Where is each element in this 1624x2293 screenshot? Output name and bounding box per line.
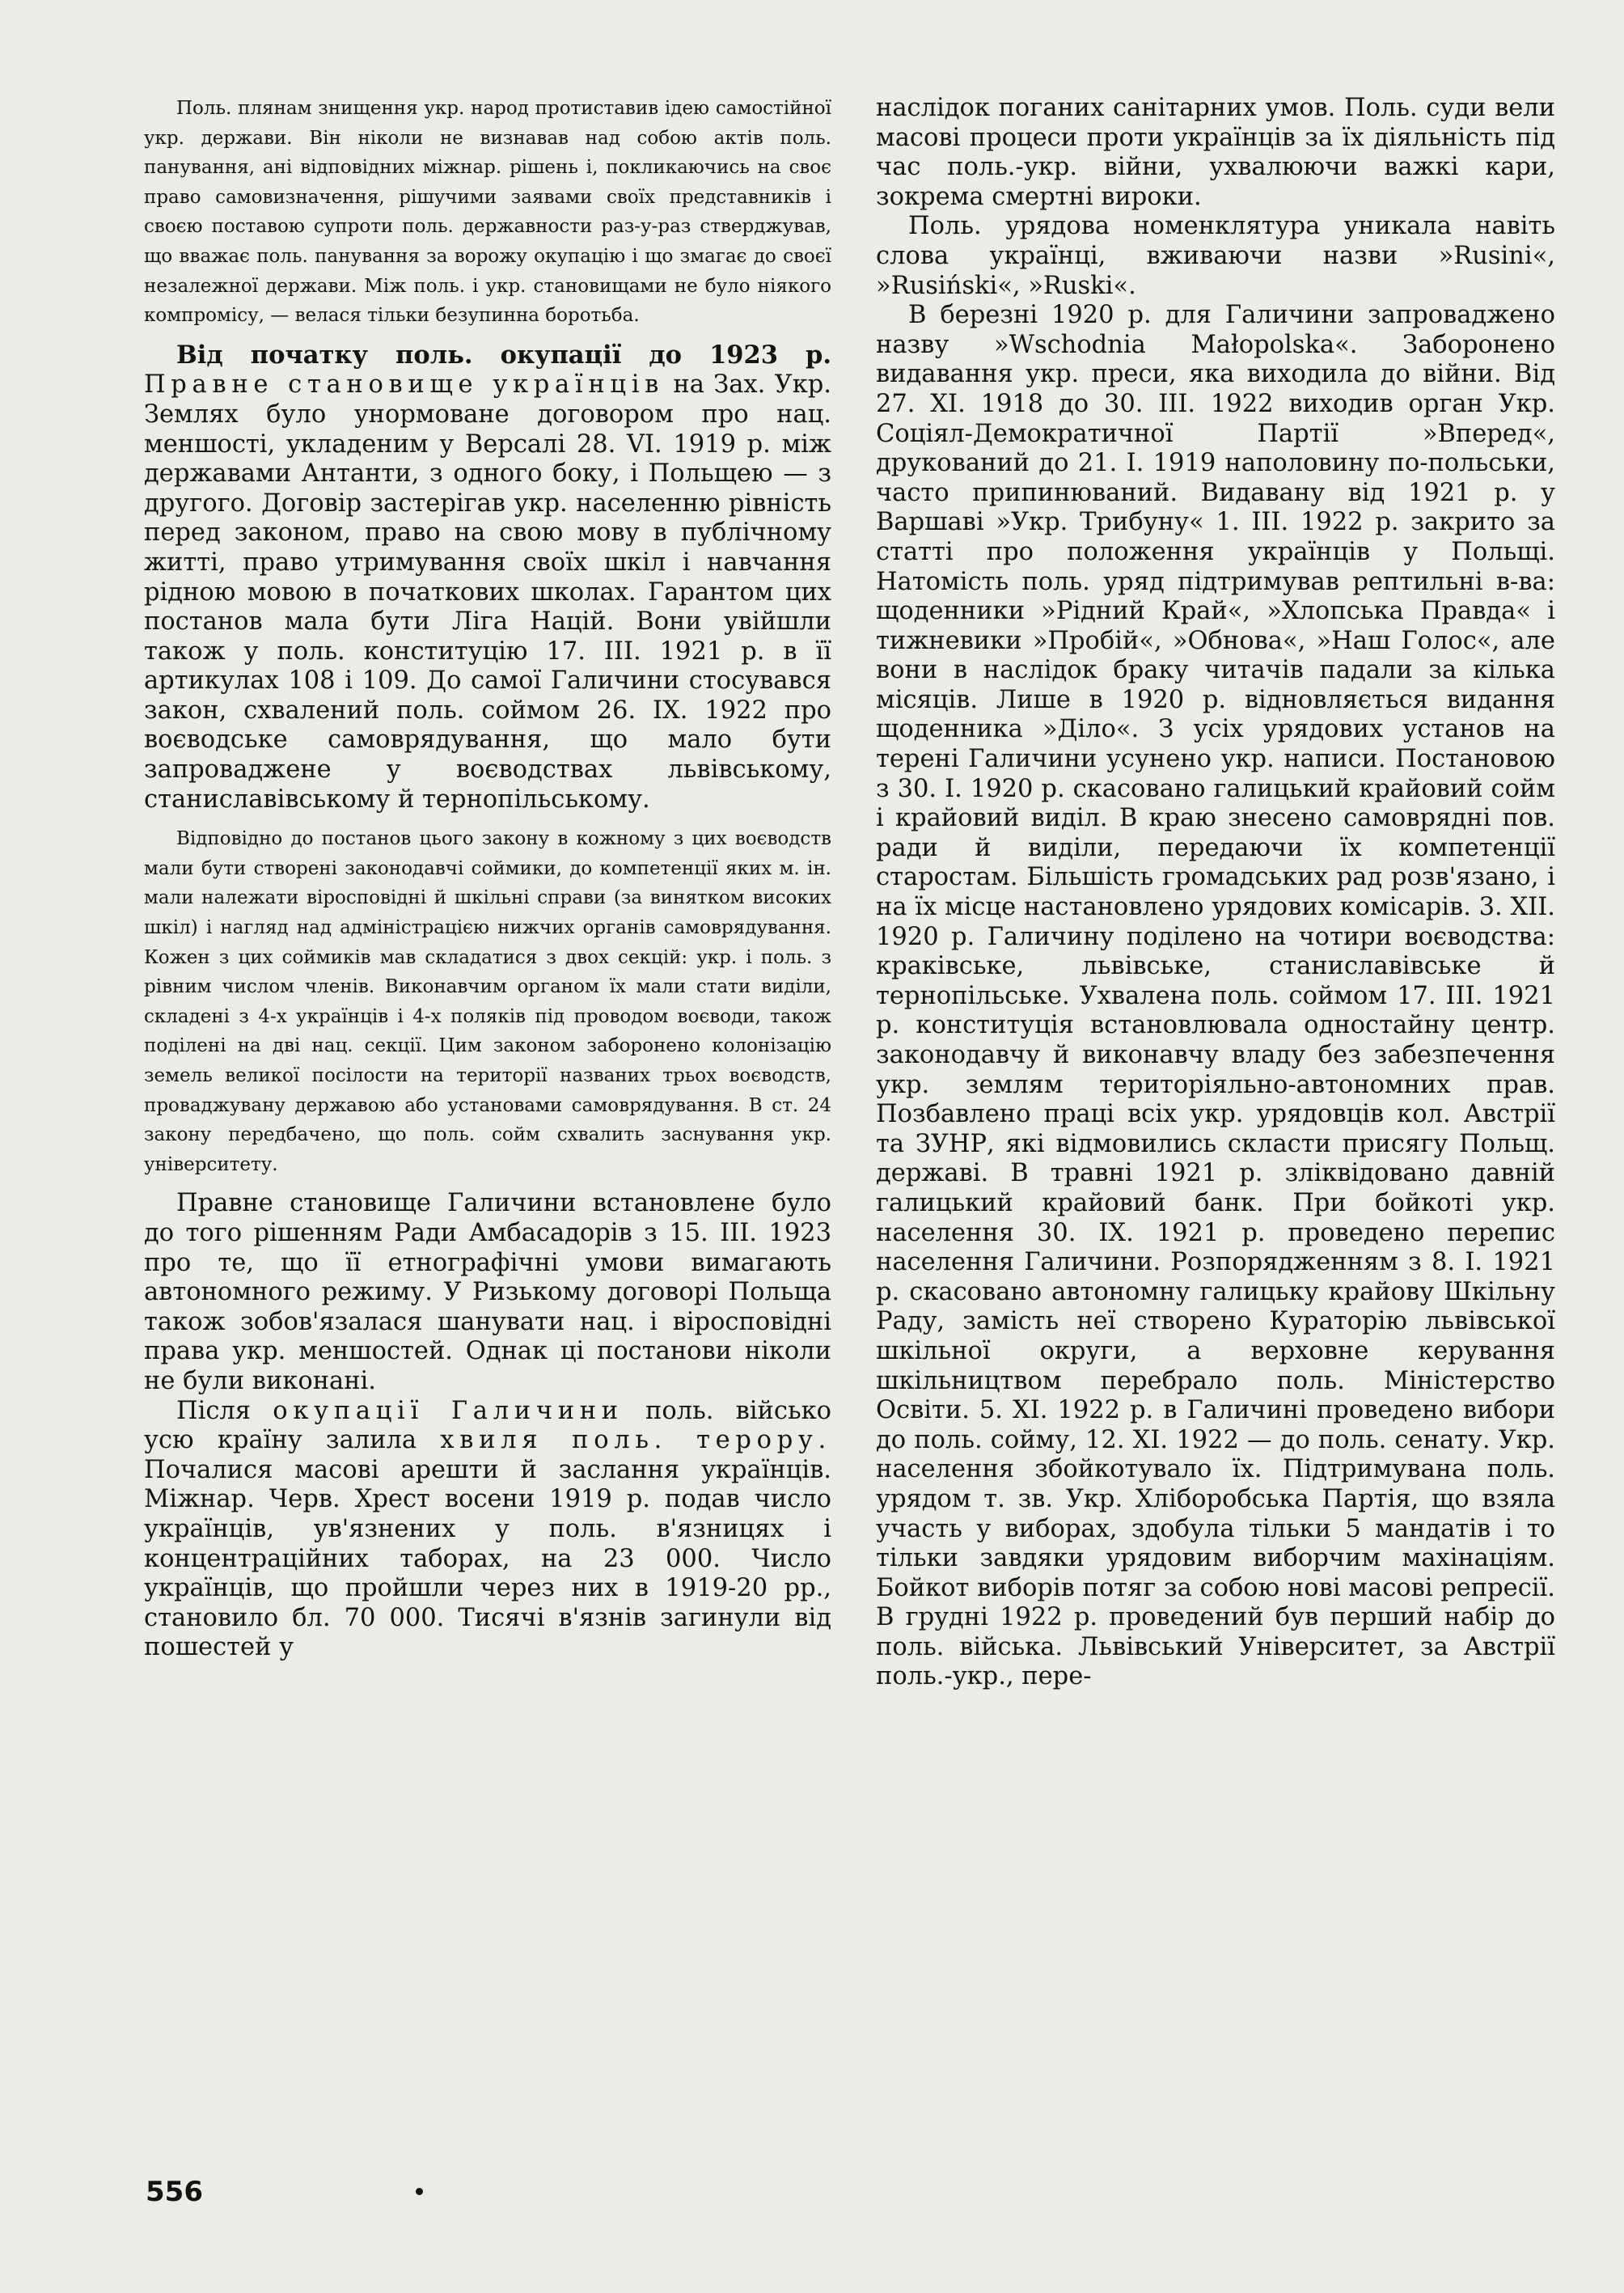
right-column <box>876 94 1555 1692</box>
continued-paragraph: наслідок поганих санітарних умов. Поль. суди вели масові процеси проти українців за їх діяльність під час поль.-укр. війни, ухвалюючи важкі кари, зокрема смертні вироки. <box>876 94 1555 211</box>
body-paragraph: Після окупації Галичини поль. військо усю країну залила хвиля поль. терору. Почалися масові арешти й заслання українців. Міжнар. Черв. Хрест восени 1919 р. подав число українців, ув'язнених у поль. в'язницях і концентраційних таборах, на 23 000. Число українців, що пройшли через них в 1919-20 рр., становило бл. 70 000. Тисячі в'язнів загинули від пошестей у <box>144 1396 831 1662</box>
section-heading: Від початку поль. окупації до 1923 р. <box>176 340 831 370</box>
body-paragraph: Правне становище Галичини встановлене було до того рішенням Ради Амбасадорів з 15. III. 1923 про те, що її етнографічні умови вимагають автономного режиму. У Ризькому договорі Польща також зобов'язалася шанувати нац. і віросповідні права укр. меншостей. Однак ці постанови ніколи не були виконані. <box>144 1189 831 1395</box>
emphasis-lead: Правне становище українців <box>144 370 665 400</box>
section-paragraph <box>144 341 831 815</box>
emphasis-text: хвиля поль. терору. <box>440 1426 831 1455</box>
paragraph-text: на Зах. Укр. Землях було унормоване договором про нац. меншості, укладеним у Версалі 28. VI. 1919 р. між державами Антанти, з одного боку, і Польщею — з другого. Договір застерігав укр. населенню рівність перед законом, право на свою мову в публічному житті, право утримування своїх шкіл і навчання рідною мовою в початкових школах. Гарантом цих постанов мала бути Ліга Націй. Вони увійшли також у поль. конституцію 17. III. 1921 р. в її артикулах 108 і 109. До самої Галичини стосувався закон, схвалений поль. соймом 26. IX. 1922 про воєводське самоврядування, що мало бути запроваджене у воєводствах львівському, станиславівському й тернопільському. <box>144 370 831 814</box>
page-number: 556 <box>146 2176 203 2208</box>
small-print-paragraph: Відповідно до постанов цього закону в кожному з цих воєводств мали бути створені законодавчі соймики, до компетенції яких м. ін. мали належати віросповідні й шкільні справи (за винятком високих шкіл) і нагляд над адміністрацією нижчих органів самоврядування. Кожен з цих соймиків мав складатися з двох секцій: укр. і поль. з рівним числом членів. Виконавчим органом їх мали стати виділи, складені з 4-х українців і 4-х поляків під проводом воєводи, також поділені на дві нац. секції. Цим законом заборонено колонізацію земель великої посілости на території названих трьох воєводств, проваджувану державою або установами самоврядування. В ст. 24 закону передбачено, що поль. сойм схвалить заснування укр. університету. <box>144 828 831 1175</box>
left-column <box>144 94 831 1663</box>
intro-paragraph: Поль. плянам знищення укр. народ протиставив ідею самостійної укр. держави. Він ніколи не визнавав над собою актів поль. панування, ані відповідних міжнар. рішень і, покликаючись на своє право самовизначення, рішучими заявами своїх представників і своєю поставою супроти поль. державности раз-у-раз стверджував, що вважає поль. панування за ворожу окупацію і що змагає до своєї незалежної держави. Між поль. і укр. становищами не було ніякого компромісу, — велася тільки безупинна боротьба. <box>144 98 831 327</box>
body-paragraph: Поль. урядова номенклятура уникала навіть слова українці, вживаючи назви »Rusini«, »Rusiński«, »Ruski«. <box>876 212 1555 300</box>
bullet-dot <box>416 2188 423 2195</box>
body-paragraph: В березні 1920 р. для Галичини запроваджено назву »Wschodnia Małopolska«. Заборонено видавання укр. преси, яка виходила до війни. Від 27. XI. 1918 до 30. III. 1922 виходив орган Укр. Соціял-Демократичної Партії »Вперед«, друкований до 21. I. 1919 наполовину по-польськи, часто припинюваний. Видавану від 1921 р. у Варшаві »Укр. Трибуну« 1. III. 1922 р. закрито за статті про положення українців у Польщі. Натомість поль. уряд підтримував рептильні в-ва: щоденники »Рідний Край«, »Хлопська Правда« і тижневики »Пробій«, »Обнова«, »Наш Голос«, але вони в наслідок браку читачів падали за кілька місяців. Лише в 1920 р. відновляється видання щоденника »Діло«. З усіх урядових установ на терені Галичини усунено укр. написи. Постановою з 30. I. 1920 р. скасовано галицький крайовий сойм і крайовий виділ. В краю знесено самоврядні пов. ради й виділи, передаючи їх компетенції старостам. Більшість громадських рад розв'язано, і на їх місце настановлено урядових комісарів. 3. XII. 1920 р. Галичину поділено на чотири воєводства: краківське, львівське, станиславівське й тернопільське. Ухвалена поль. соймом 17. III. 1921 р. конституція встановлювала одностайну центр. законодавчу й виконавчу владу без забезпечення укр. землям територіяльно-автономних прав. Позбавлено праці всіх укр. урядовців кол. Австрії та ЗУНР, які відмовились скласти присягу Польщ. державі. В травні 1921 р. зліквідовано давній галицький крайовий банк. При бойкоті укр. населення 30. IX. 1921 р. проведено перепис населення Галичини. Розпорядженням з 8. I. 1921 р. скасовано автономну галицьку крайову Шкільну Раду, замість неї створено Кураторію львівської шкільної округи, а верховне керування шкільництвом перебрало поль. Міністерство Освіти. 5. XI. 1922 р. в Галичині проведено вибори до поль. сойму, 12. XI. 1922 — до поль. сенату. Укр. населення збойкотувало їх. Підтримувана поль. урядом т. зв. Укр. Хліборобська Партія, що взяла участь у виборах, здобула тільки 5 мандатів і то тільки завдяки урядовим виборчим махінаціям. Бойкот виборів потяг за собою нові масові репресії. В грудні 1922 р. проведений був перший набір до поль. війська. Львівський Університет, за Австрії поль.-укр., пере- <box>876 301 1555 1691</box>
emphasis-text: окупації Галичини <box>273 1396 624 1425</box>
